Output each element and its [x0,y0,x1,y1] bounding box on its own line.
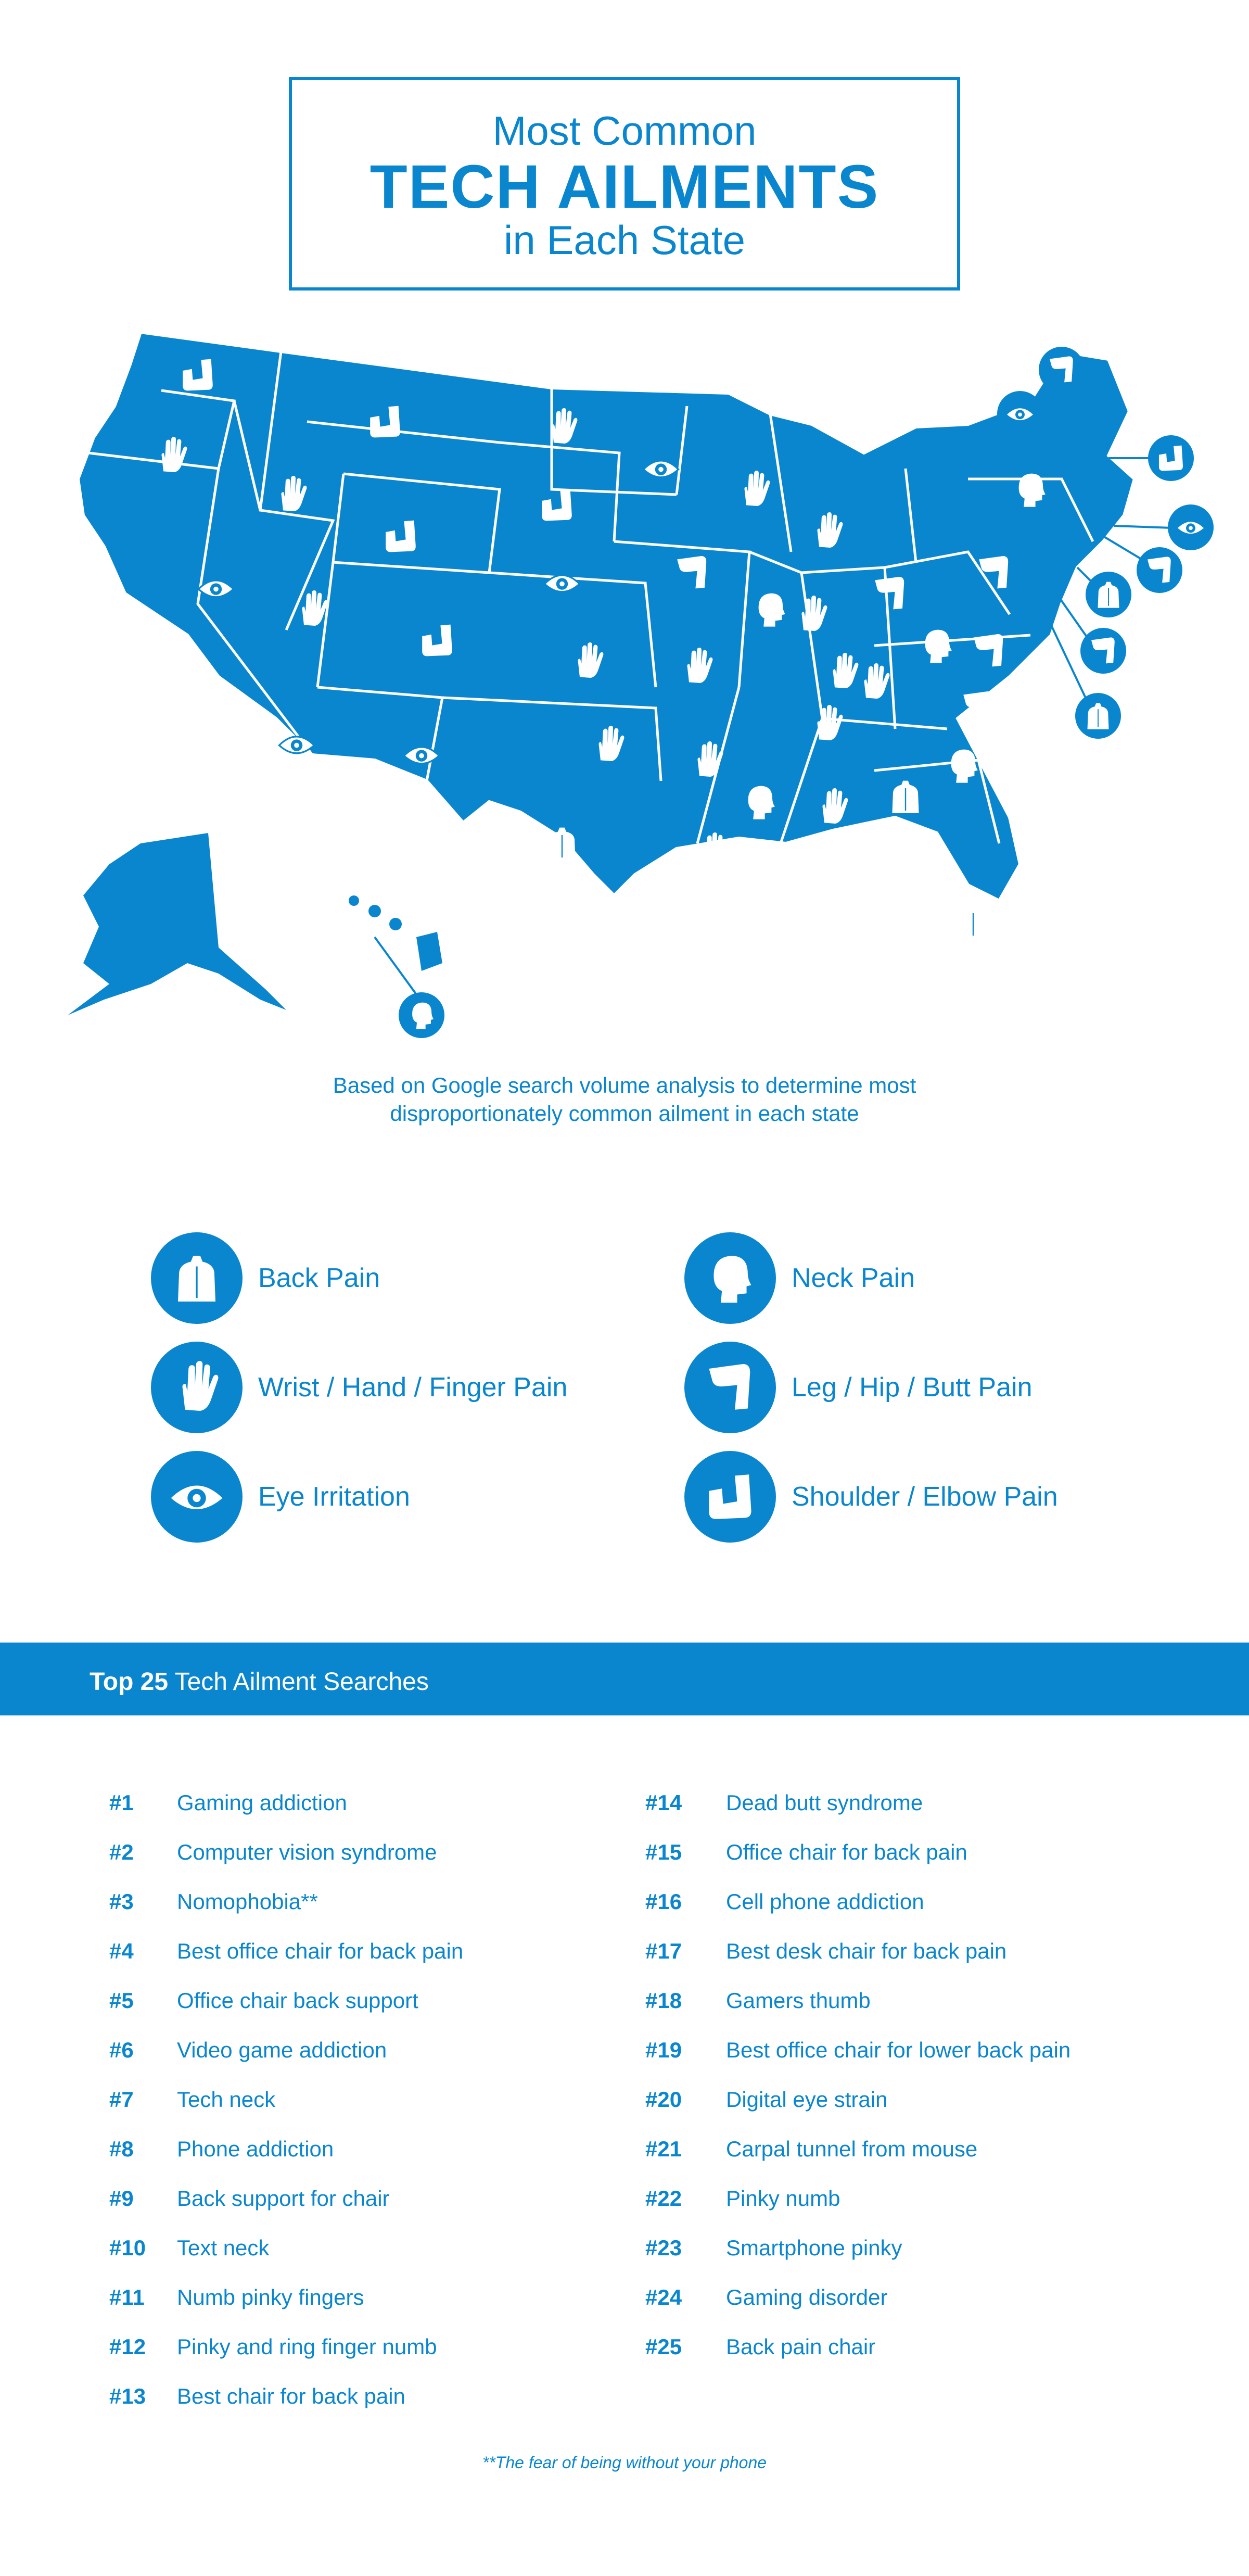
search-term: Back support for chair [177,2186,390,2211]
search-term: Video game addiction [177,2038,387,2062]
legend-item-back-pain [151,1231,380,1325]
search-rank: #1 [109,1790,134,1815]
search-term: Phone addiction [177,2137,334,2161]
search-rank: #15 [645,1840,682,1864]
search-rank: #4 [109,1939,134,1963]
legend-item-eye-irritation [151,1450,410,1544]
search-term: Carpal tunnel from mouse [726,2137,978,2161]
page-title: TECH AILMENTS [369,153,880,221]
contiguous-us-shape [78,332,1135,901]
search-rank: #3 [109,1889,134,1914]
legend-label: Shoulder / Elbow Pain [792,1482,1058,1512]
search-rank: #7 [109,2087,134,2112]
search-rank: #12 [109,2334,146,2359]
search-term: Smartphone pinky [726,2236,902,2260]
search-rank: #13 [109,2384,146,2408]
title-line-1: Most Common [492,108,757,154]
search-rank: #20 [645,2087,682,2112]
search-term: Gaming addiction [177,1790,347,1815]
legend-label: Leg / Hip / Butt Pain [792,1372,1033,1403]
search-rank: #22 [645,2186,682,2211]
legend-label: Neck Pain [792,1263,915,1293]
search-term: Pinky and ring finger numb [177,2334,437,2359]
search-rank: #14 [645,1790,682,1815]
search-term: Text neck [177,2236,270,2260]
legend-item-leg-pain [684,1341,1033,1434]
search-rank: #5 [109,1988,134,2013]
search-term: Best office chair for lower back pain [726,2038,1071,2062]
legend-label: Wrist / Hand / Finger Pain [258,1372,568,1403]
elbow-icon [684,1451,776,1543]
search-term: Best desk chair for back pain [726,1939,1007,1963]
eye-icon [151,1451,243,1543]
search-rank: #24 [645,2285,682,2309]
title-box [289,77,960,291]
us-states-map [62,323,1233,1067]
legend-item-hand-pain [151,1341,567,1434]
search-term: Digital eye strain [726,2087,888,2112]
search-rank: #17 [645,1939,682,1963]
search-term: Best chair for back pain [177,2384,405,2408]
search-term: Back pain chair [726,2334,876,2359]
footnote: **The fear of being without your phone [482,2453,767,2472]
search-term: Gamers thumb [726,1988,871,2013]
search-rank: #11 [109,2285,145,2309]
search-rank: #25 [645,2334,682,2359]
search-term: Computer vision syndrome [177,1840,437,1864]
search-term: Pinky numb [726,2186,840,2211]
search-term: Dead butt syndrome [726,1790,923,1815]
hawaii-shape [349,895,442,971]
legend-label: Eye Irritation [258,1482,410,1512]
search-term: Gaming disorder [726,2285,888,2309]
leg-icon [684,1342,776,1433]
top-searches-banner [0,1643,1249,1715]
search-rank: #23 [645,2236,682,2260]
banner-heading [90,1668,429,1696]
legend-item-neck-pain [684,1231,915,1325]
search-rank: #18 [645,1988,682,2013]
banner-rest: Tech Ailment Searches [174,1668,429,1696]
method-note: Based on Google search volume analysis to determine most disproportionately common ailment in each state [333,1073,916,1126]
search-rank: #21 [645,2137,682,2161]
search-rank: #16 [645,1889,682,1914]
search-term: Tech neck [177,2087,276,2112]
search-term: Cell phone addiction [726,1889,924,1914]
legend-item-shoulder-pain [684,1450,1058,1544]
title-line-3: in Each State [504,217,745,263]
alaska-shape [68,833,286,1015]
hand-icon [151,1342,243,1433]
search-term: Best office chair for back pain [177,1939,464,1963]
search-term: Numb pinky fingers [177,2285,364,2309]
search-rank: #10 [109,2236,146,2260]
search-rank: #2 [109,1840,134,1864]
head-icon [684,1232,776,1324]
banner-bold: Top 25 [90,1668,169,1696]
back-icon [151,1232,243,1324]
search-rank: #9 [109,2186,134,2211]
legend-label: Back Pain [258,1263,380,1293]
search-rank: #8 [109,2137,134,2161]
search-term: Office chair back support [177,1988,418,2013]
search-rank: #19 [645,2038,682,2062]
search-rank: #6 [109,2038,134,2062]
search-term: Nomophobia** [177,1889,318,1914]
search-term: Office chair for back pain [726,1840,967,1864]
